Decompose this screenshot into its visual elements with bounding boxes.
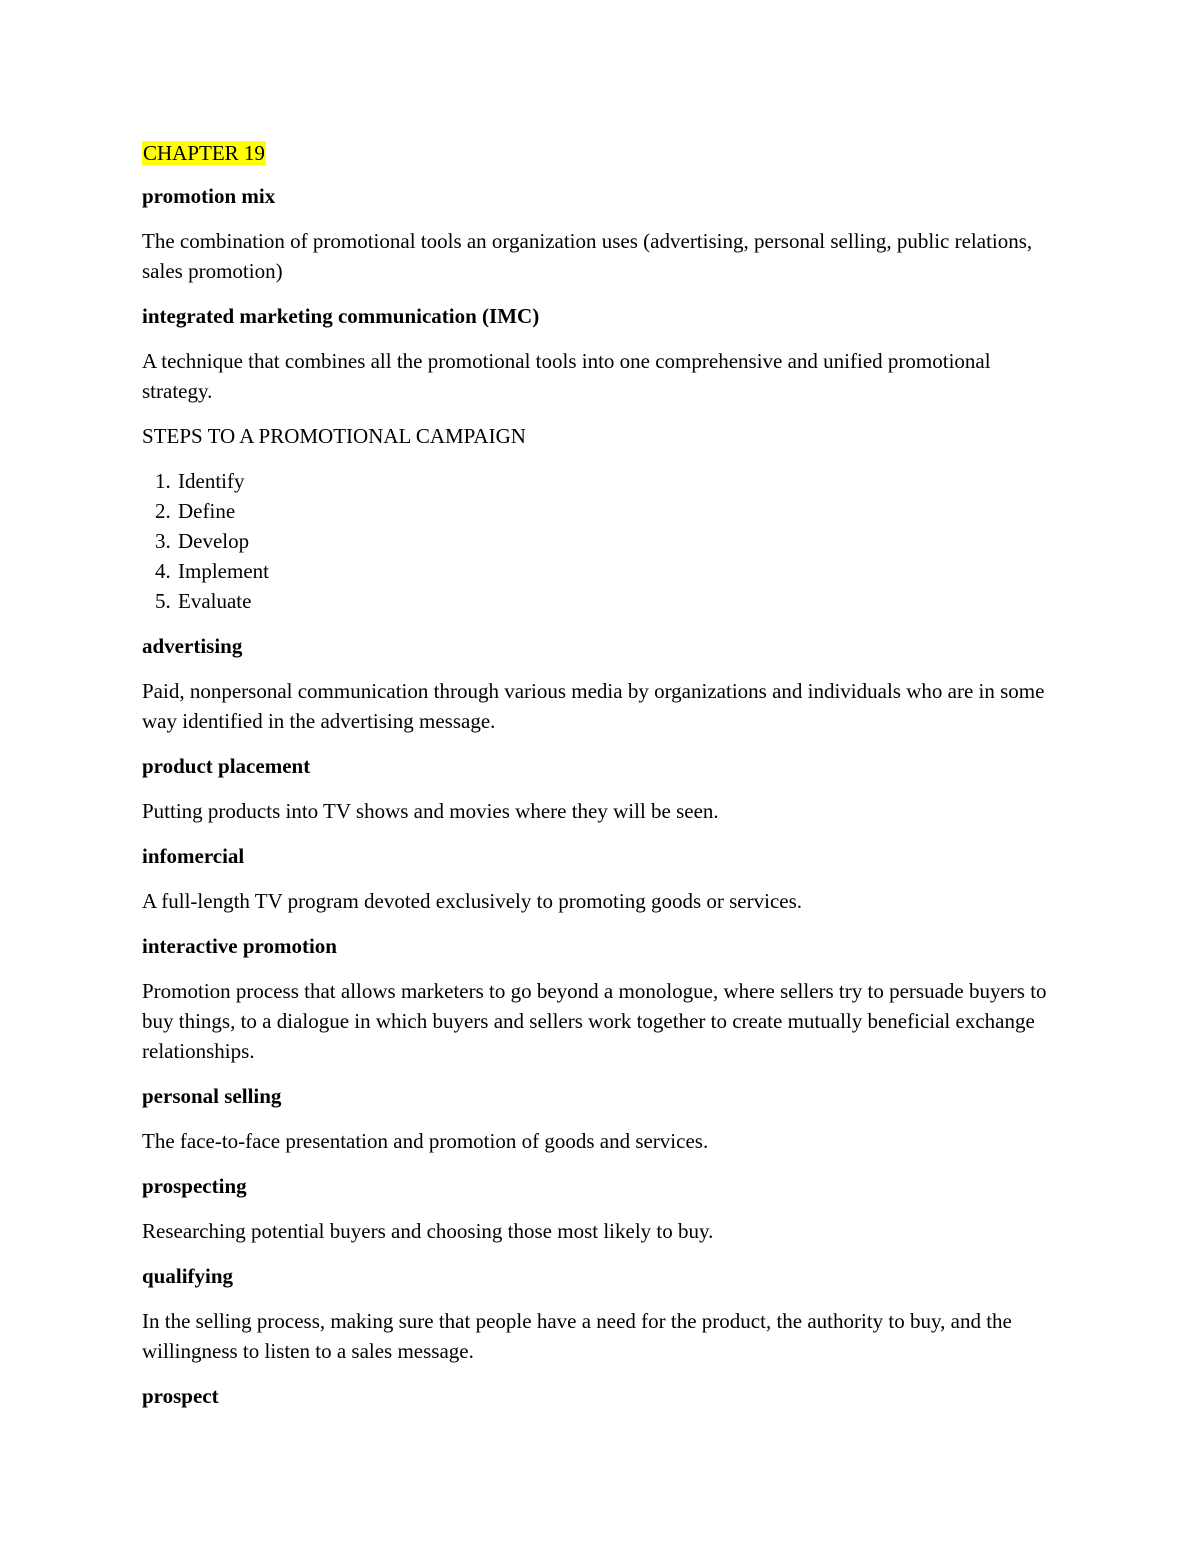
list-item: 2. Define [176, 496, 1062, 526]
list-item: 1. Identify [176, 466, 1062, 496]
term-heading: interactive promotion [142, 934, 337, 958]
term-definition: Putting products into TV shows and movies where they will be seen. [142, 799, 719, 823]
list-item: 3. Develop [176, 526, 1062, 556]
chapter-title: CHAPTER 19 [143, 141, 265, 165]
term-definition: Promotion process that allows marketers to go beyond a monologue, where sellers try to persuade buyers to buy things, to a dialogue in which buyers and sellers work together to create mutually beneficial exchange relationships. [142, 979, 1047, 1063]
term-definition: The combination of promotional tools an organization uses (advertising, personal selling, public relations, sales promotion) [142, 229, 1033, 283]
term-heading: prospect [142, 1384, 219, 1408]
term-heading: personal selling [142, 1084, 282, 1108]
term-definition: In the selling process, making sure that people have a need for the product, the authority to buy, and the willingness to listen to a sales message. [142, 1309, 1012, 1363]
term-heading: infomercial [142, 844, 245, 868]
term-definition: A technique that combines all the promotional tools into one comprehensive and unified promotional strategy. [142, 349, 991, 403]
term-heading: qualifying [142, 1264, 234, 1288]
term-definition: A full-length TV program devoted exclusively to promoting goods or services. [142, 889, 803, 913]
term-heading: integrated marketing communication (IMC) [142, 304, 540, 328]
list-item: 5. Evaluate [176, 586, 1062, 616]
term-heading: advertising [142, 634, 243, 658]
document-page [142, 138, 1062, 1426]
term-heading: prospecting [142, 1174, 247, 1198]
steps-heading: STEPS TO A PROMOTIONAL CAMPAIGN [142, 424, 526, 448]
term-definition: Researching potential buyers and choosing those most likely to buy. [142, 1219, 714, 1243]
list-item: 4. Implement [176, 556, 1062, 586]
steps-list [142, 466, 1062, 616]
term-definition: The face-to-face presentation and promotion of goods and services. [142, 1129, 709, 1153]
term-definition: Paid, nonpersonal communication through various media by organizations and individuals who are in some way identified in the advertising message. [142, 679, 1045, 733]
term-heading: product placement [142, 754, 311, 778]
term-heading: promotion mix [142, 184, 276, 208]
